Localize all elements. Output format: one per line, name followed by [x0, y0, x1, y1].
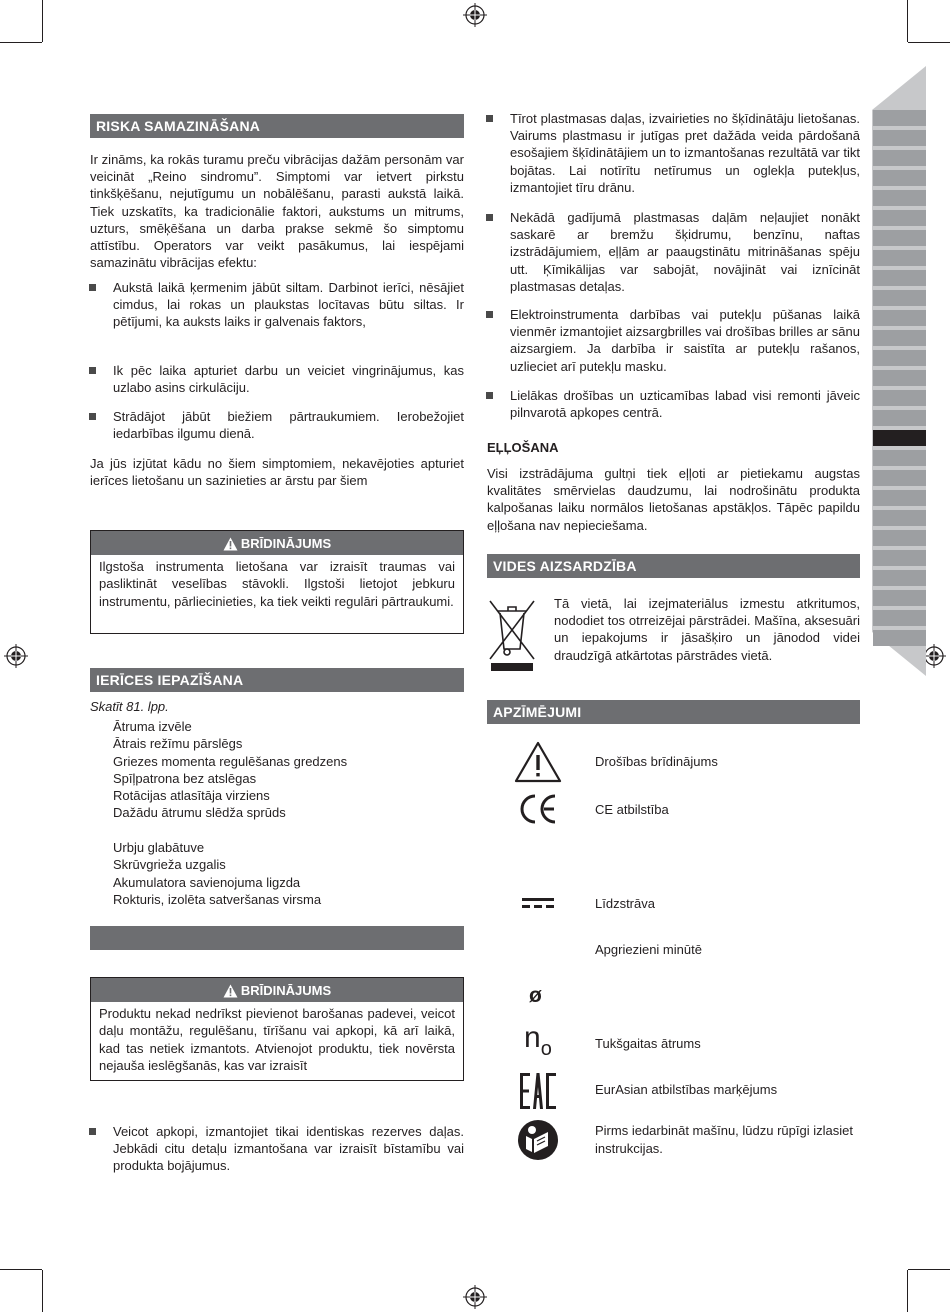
list-item: Rotācijas atlasītāja virziens: [113, 788, 270, 804]
warning-header: [91, 978, 463, 1002]
direct-current-icon: [522, 897, 554, 909]
eac-mark-icon: [520, 1073, 556, 1109]
registration-mark-icon: [4, 644, 28, 668]
section-header-intro: IERĪCES IEPAZĪŠANA: [90, 668, 464, 692]
risk-outro: Ja jūs izjūtat kādu no šiem simptomiem, nekavējoties apturiet ierīces lietošanu un sazinieties ar ārstu par šiem: [90, 456, 464, 489]
language-tab-active: [873, 430, 926, 446]
bullet-text: Elektroinstrumenta darbības vai putekļu pūšanas laikā vienmēr izmantojiet aizsargbrilles vai drošības brilles ar sānu aizsargiem. Ja darbība ir saistīta ar putekļu rašanos, uzlieciet arī putekļu masku.: [510, 307, 860, 374]
risk-bullet: [113, 279, 464, 331]
warning-header: [91, 531, 463, 555]
warning-title: BRĪDINĀJUMS: [240, 536, 332, 551]
read-manual-icon: [517, 1119, 559, 1161]
symbol-label: Tukšgaitas ātrums: [595, 1036, 701, 1051]
n0-letter: n: [524, 1021, 541, 1054]
risk-bullet: [113, 362, 464, 396]
n0-subscript: o: [540, 1038, 552, 1060]
bullet-text: Ik pēc laika apturiet darbu un veiciet vingrinājumus, kas uzlabo asins cirkulāciju.: [113, 363, 464, 396]
cleaning-bullet: [510, 306, 860, 375]
risk-intro: Ir zināms, ka rokās turamu preču vibrācijas dažām personām var veicināt „Reino sindromu”. Simptomi var ietvert pirkstu tinkšķēšanu, nejutīgumu un nobālēšanu, parasti aukstā laikā. Tiek uzskatīts, ka tradicionālie faktori, aukstums un mitrums, uzturs, smēķēšana un darba prakse sekmē šo simptomu attīstību. Operators var veikt pasākumus, lai iespējami samazinātu vibrācijas efektu:: [90, 152, 464, 271]
list-item: Skrūvgrieža uzgalis: [113, 857, 226, 873]
section-header-environment: VIDES AIZSARDZĪBA: [487, 554, 860, 578]
crop-mark: [42, 0, 43, 42]
cleaning-bullet: [510, 110, 860, 196]
safety-warning-icon: [514, 741, 562, 783]
section-header-empty: [90, 926, 464, 950]
warning-box: [90, 530, 464, 634]
environment-text: Tā vietā, lai izejmateriālus izmestu atkritumos, nododiet tos otrreizējai pārstrādei. Mašīna, aksesuāri un iepakojums ir jāsašķiro un jānodod videi draudzīgā atkārtotas pārstrādes vietā.: [554, 596, 860, 663]
list-item: Ātrais režīmu pārslēgs: [113, 736, 243, 752]
list-item: Rokturis, izolēta satveršanas virsma: [113, 891, 322, 907]
oiling-text: Visi izstrādājuma gultņi tiek eļļoti ar pietiekamu augstas kvalitātes smērvielas daudzumu, lai nodrošinātu produkta kalpošanas laiku normālos lietošanas apstākļos. Tāpēc papildu eļļošana nav nepieciešama.: [487, 466, 860, 533]
diameter-icon: ø: [529, 984, 542, 1007]
symbol-label: Apgriezieni minūtē: [595, 942, 702, 957]
ce-mark-icon: [518, 793, 558, 825]
crop-mark: [0, 42, 42, 43]
bullet-text: Veicot apkopi, izmantojiet tikai identiskas rezerves daļas. Jebkādi citu detaļu izmantošana var izraisīt bīstamību vai produkta bojājumus.: [113, 1124, 464, 1174]
cleaning-bullet: [510, 209, 860, 295]
crop-mark: [907, 0, 908, 42]
list-item: Spīļpatrona bez atslēgas: [113, 770, 257, 786]
bullet-text: Strādājot jābūt biežiem pārtraukumiem. Ierobežojiet iedarbības ilgumu dienā.: [113, 409, 464, 442]
crop-mark: [42, 1270, 43, 1312]
no-load-speed-icon: [524, 1022, 552, 1065]
crop-mark: [0, 1269, 42, 1270]
bullet-text: Lielākas drošības un uzticamības labad visi remonti jāveic pilnvarotā apkopes centrā.: [510, 388, 860, 421]
list-item: Dažādu ātrumu slēdža sprūds: [113, 805, 286, 821]
registration-mark-icon: [463, 3, 487, 27]
crop-mark: [907, 1270, 908, 1312]
bullet-text: Aukstā laikā ķermenim jābūt siltam. Darbinot ierīci, nēsājiet cimdus, lai rokas un plaukstas locītavas būtu siltas. Ir pētījumi, ka auksts laiks ir galvenais faktors,: [113, 280, 464, 330]
crop-mark: [908, 42, 950, 43]
cleaning-bullet: [510, 387, 860, 421]
section-header-risk: RISKA SAMAZINĀŠANA: [90, 114, 464, 138]
warning-text: Ilgstoša instrumenta lietošana var izraisīt traumas vai pasliktināt veselības stāvokli. Ilgstoši lietojot jebkuru instrumentu, pārliecinieties, ka tiek veikti regulāri pārtraukumi.: [99, 559, 455, 609]
warning-triangle-icon: [223, 981, 238, 1006]
section-header-symbols: APZĪMĒJUMI: [487, 700, 860, 724]
warning-text: Produktu nekad nedrīkst pievienot barošanas padevei, veicot daļu montāžu, regulēšanu, tīrīšanu vai apkopi, kā arī laikā, kad tas netiek izmantots. Atvienojot produktu, tiek novērsta nejauša ieslēgšanās, kas var izraisīt: [99, 1006, 455, 1074]
registration-mark-icon: [463, 1285, 487, 1309]
symbol-label: Drošības brīdinājums: [595, 754, 718, 769]
bullet-text: Nekādā gadījumā plastmasas daļām neļaujiet nonākt saskarē ar bremžu šķidrumu, benzīnu, naftas izstrādājumiem, eļļām ar paaugstinātu mitrināšanas spēju utt. Ķīmikālijas var sabojāt, novājināt vai iznīcināt plastmasas detaļas.: [510, 210, 860, 294]
see-page-note: Skatīt 81. lpp.: [90, 699, 169, 714]
symbol-label: Pirms iedarbināt mašīnu, lūdzu rūpīgi izlasiet instrukcijas.: [595, 1123, 853, 1156]
list-item: Griezes momenta regulēšanas gredzens: [113, 753, 348, 769]
list-item: Ātruma izvēle: [113, 719, 192, 734]
bullet-text: Tīrot plastmasas daļas, izvairieties no šķīdinātāju lietošanas. Vairums plastmasu ir jutīgas pret dažāda veida pārdošanā esošajiem šķīdinātājiem un to izmantošanas rezultātā var tikt bojātas. Lai notīrītu netīrumus un oglekļa putekļus, izmantojiet tīru drānu.: [510, 111, 860, 195]
oiling-title: EĻĻOŠANA: [487, 440, 559, 455]
component-list: [113, 718, 347, 822]
warning-box: [90, 977, 464, 1081]
maintenance-bullet: [113, 1123, 464, 1175]
list-item: Akumulatora savienojuma ligzda: [113, 874, 301, 890]
weee-bin-icon: [488, 597, 536, 673]
symbol-label: EurAsian atbilstības marķējums: [595, 1082, 778, 1097]
list-item: Urbju glabātuve: [113, 840, 205, 855]
warning-title: BRĪDINĀJUMS: [240, 983, 332, 998]
crop-mark: [908, 1269, 950, 1270]
symbol-label: Līdzstrāva: [595, 896, 655, 911]
risk-bullet: [113, 408, 464, 442]
warning-triangle-icon: [223, 534, 238, 559]
component-list: [113, 839, 321, 908]
symbol-label: CE atbilstība: [595, 802, 669, 817]
